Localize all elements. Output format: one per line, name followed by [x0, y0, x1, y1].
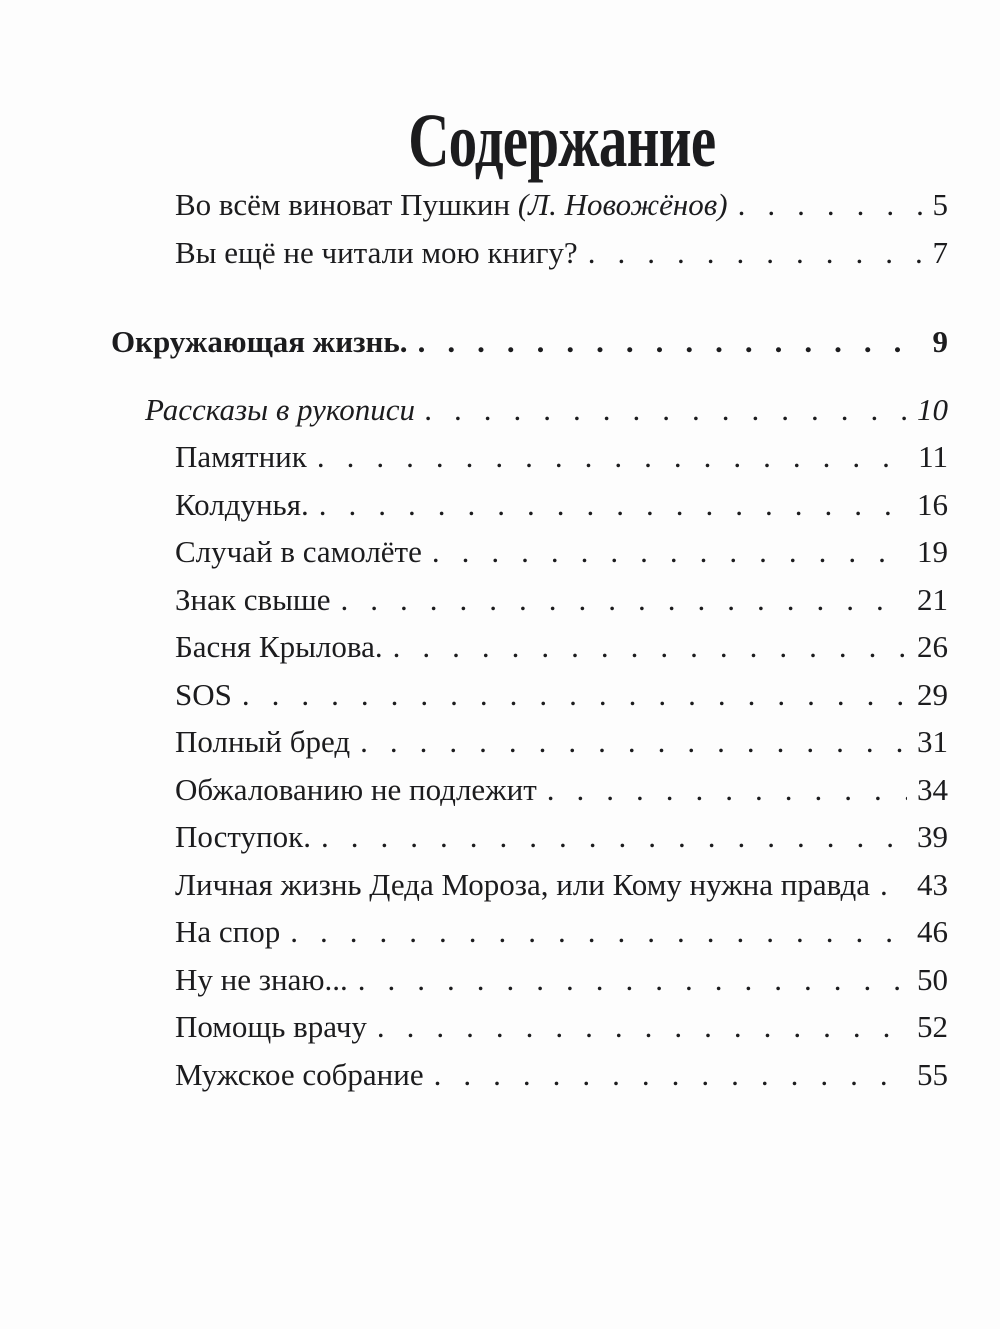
toc-entry [175, 623, 948, 671]
toc-entry-text: Вы ещё не читали мою книгу? [175, 234, 578, 270]
toc-entry-text: Рассказы в рукописи [145, 391, 415, 427]
toc-entry-page: 16 [917, 486, 948, 522]
toc-entry-page: 52 [917, 1009, 948, 1044]
toc-entry [175, 908, 948, 956]
toc-entry-label [175, 908, 280, 956]
toc-entry-text: Поступок. [175, 819, 311, 854]
toc-entry-label [175, 433, 307, 481]
dot-leader [242, 671, 907, 719]
dot-leader [418, 318, 923, 366]
toc-list [0, 181, 1000, 1098]
toc-entry-text: Окружающая жизнь. [111, 324, 408, 359]
dot-leader [880, 861, 907, 909]
toc-entry-text: Ну не знаю... [175, 961, 348, 997]
toc-entry [175, 1003, 948, 1051]
toc-entry-text: Памятник [175, 439, 307, 474]
dot-leader [321, 813, 907, 861]
toc-entry [175, 861, 948, 909]
dot-leader [377, 1003, 907, 1051]
toc-entry-annotation: (Л. Новожёнов) [517, 187, 728, 222]
toc-entry [175, 718, 948, 766]
toc-entry [175, 433, 948, 481]
dot-leader [360, 718, 907, 766]
toc-entry-text: SOS [175, 676, 232, 712]
toc-entry-text: Обжалованию не подлежит [175, 771, 537, 807]
dot-leader [358, 956, 907, 1004]
toc-entry-label [111, 318, 408, 366]
toc-entry-text: Полный бред [175, 724, 351, 759]
toc-entry [175, 813, 948, 861]
dot-leader [738, 181, 923, 229]
toc-entry-page: 21 [917, 581, 948, 617]
dot-leader [290, 908, 907, 956]
toc-entry-page: 19 [917, 534, 948, 569]
toc-entry-label [175, 956, 348, 1004]
toc-entry-label [175, 1051, 424, 1099]
toc-entry [175, 766, 948, 814]
toc-entry-label [175, 861, 870, 909]
toc-entry-label [175, 576, 331, 624]
toc-entry-text: Мужское собрание [175, 1056, 424, 1092]
dot-leader [341, 576, 907, 624]
toc-entry-page: 26 [917, 629, 948, 664]
toc-entry [111, 318, 948, 366]
toc-entry-label [175, 528, 422, 576]
toc-entry [175, 956, 948, 1004]
toc-entry-page: 50 [917, 961, 948, 997]
toc-entry-label [175, 813, 311, 861]
dot-leader [432, 528, 907, 576]
toc-entry-page: 29 [917, 676, 948, 712]
toc-entry-label [175, 718, 350, 766]
toc-entry [175, 528, 948, 576]
toc-entry-page: 7 [932, 234, 948, 270]
toc-entry-text: Басня Крылова. [175, 629, 383, 664]
toc-entry-text: Случай в самолёте [175, 534, 422, 569]
page-title-text: Содержание [407, 99, 716, 183]
toc-entry-text: Знак свыше [175, 581, 331, 617]
toc-entry-page: 10 [917, 391, 948, 427]
dot-leader [588, 229, 923, 277]
toc-entry-label [175, 1003, 367, 1051]
toc-entry [175, 181, 948, 229]
dot-leader [547, 766, 907, 814]
toc-entry-text: На спор [175, 914, 281, 949]
toc-entry-label [175, 671, 232, 719]
toc-entry-label [175, 623, 383, 671]
toc-entry [175, 671, 948, 719]
toc-entry-page: 9 [932, 324, 948, 359]
toc-entry [175, 1051, 948, 1099]
toc-entry-page: 55 [917, 1056, 948, 1092]
dot-leader [319, 481, 907, 529]
page-title [0, 99, 1000, 183]
dot-leader [425, 386, 907, 434]
toc-entry-label [175, 766, 537, 814]
toc-entry-page: 46 [917, 914, 948, 949]
toc-entry-page: 11 [918, 439, 948, 474]
toc-entry [145, 386, 948, 434]
dot-leader [434, 1051, 907, 1099]
toc-entry-text: Личная жизнь Деда Мороза, или Кому нужна правда [175, 866, 871, 902]
toc-entry-text: Колдунья. [175, 486, 309, 522]
toc-entry-label [175, 229, 578, 277]
toc-entry-label [145, 386, 415, 434]
toc-entry-page: 5 [932, 187, 948, 222]
toc-entry-label [175, 481, 309, 529]
toc-entry [175, 229, 948, 277]
toc-entry-page: 34 [917, 771, 948, 807]
toc-entry-text: Во всём виноват Пушкин [175, 187, 518, 222]
toc-entry-page: 43 [917, 866, 948, 902]
toc-entry-page: 31 [917, 724, 948, 759]
dot-leader [317, 433, 908, 481]
toc-entry-page: 39 [917, 819, 948, 854]
toc-entry [175, 576, 948, 624]
toc-entry-label [175, 181, 728, 229]
dot-leader [393, 623, 907, 671]
toc-entry [175, 481, 948, 529]
toc-entry-text: Помощь врачу [175, 1009, 367, 1044]
